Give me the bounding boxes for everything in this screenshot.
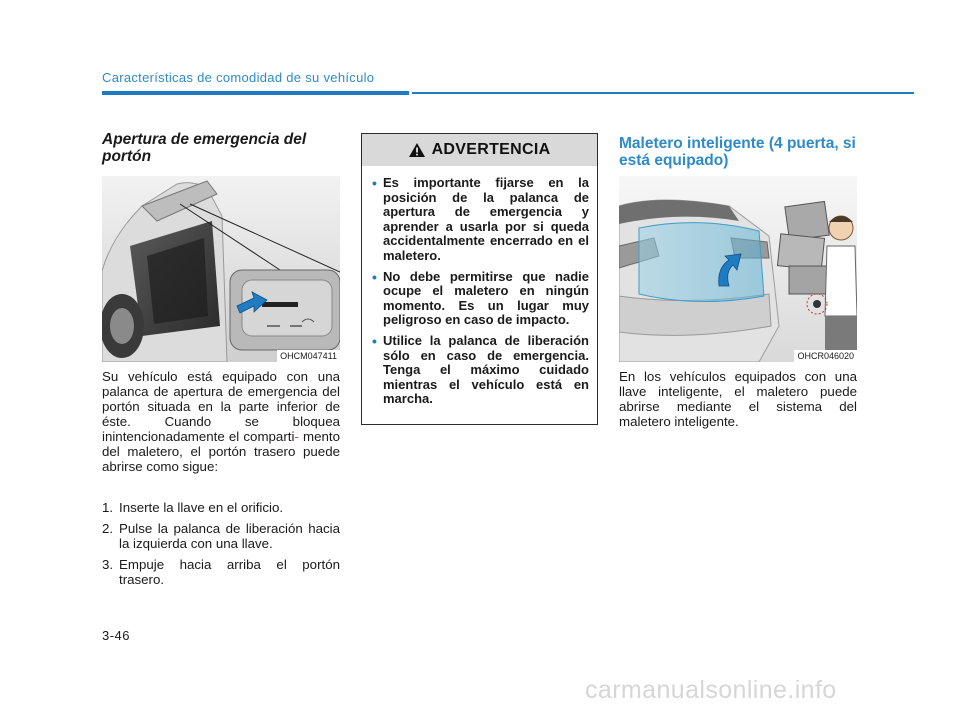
release-steps (102, 500, 340, 593)
smart-trunk-heading: Maletero inteligente (4 puerta, si está equipado) (619, 135, 856, 169)
warning-title: ADVERTENCIA (431, 141, 551, 158)
header-rule-thin (412, 92, 914, 94)
warning-item: • Utilice la palanca de liberación sólo en caso de emergencia. Tenga el máximo cuidado mientras el vehículo está en marcha. (372, 334, 589, 407)
paragraph-text-cont: mento del maletero, el portón trasero puede abrirse como sigue: (102, 429, 340, 474)
section-title: Características de comodidad de su vehículo (102, 70, 375, 85)
page-number: 3-46 (102, 628, 131, 643)
hyphen-mark: - (294, 429, 299, 444)
step-text: Pulse la palanca de liberación hacia la izquierda con una llave. (119, 521, 340, 551)
tailgate-release-drawing (102, 176, 340, 362)
smart-trunk-drawing (619, 176, 857, 362)
warning-box (361, 133, 598, 425)
step-number: 2. (102, 521, 114, 536)
smart-trunk-paragraph: En los vehículos equipados con una llave inteligente, el maletero puede abrirse mediante el sistema del maletero inteligente. (619, 369, 857, 429)
step-item (102, 521, 340, 551)
step-number: 1. (102, 500, 114, 515)
watermark-text: carmanualsonline.info (585, 676, 837, 704)
step-number: 3. (102, 557, 114, 572)
smart-trunk-illustration (619, 176, 857, 362)
step-item (102, 557, 340, 587)
tailgate-release-illustration (102, 176, 340, 362)
warning-item: • No debe permitirse que nadie ocupe el maletero en ningún momento. Es un lugar muy peligroso en caso de impacto. (372, 270, 589, 328)
image-code: OHCR046020 (794, 350, 857, 362)
header-rule-thick (102, 91, 409, 95)
warning-item: • Es importante fijarse en la posición de la palanca de apertura de emergencia y aprender a usarla por si queda accidentalmente encerrado en el maletero. (372, 176, 589, 264)
emergency-release-paragraph (102, 369, 340, 474)
emergency-release-heading: Apertura de emergencia del portón (102, 131, 307, 165)
warning-triangle-icon (409, 143, 425, 157)
paragraph-text: Su vehículo está equipado con una palanca de apertura de emergencia del portón situada en la parte inferior de éste. Cuando se bloquea inintencionadamente el comparti (102, 369, 340, 444)
image-code: OHCM047411 (277, 350, 340, 362)
step-text: Inserte la llave en el orificio. (119, 500, 284, 515)
warning-header (362, 134, 597, 166)
step-item (102, 500, 340, 515)
warning-list (372, 176, 589, 413)
step-text: Empuje hacia arriba el portón trasero. (119, 557, 340, 587)
